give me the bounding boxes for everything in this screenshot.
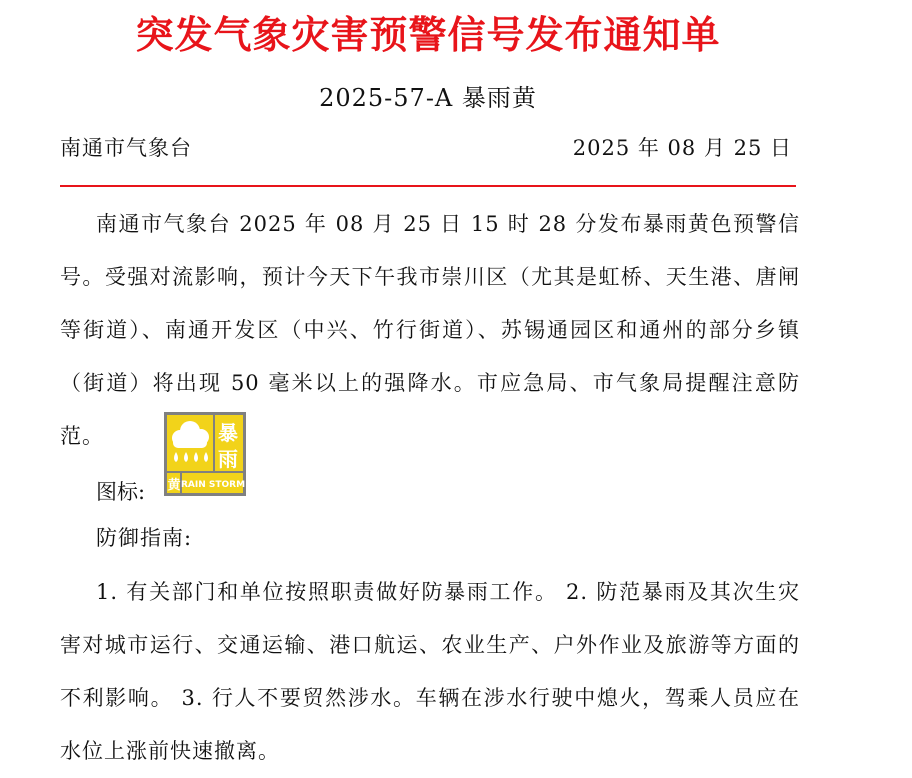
defense-guide-text: 1. 有关部门和单位按照职责做好防暴雨工作。 2. 防范暴雨及其次生灾害对城市运行、交通运输、港口航运、农业生产、户外作业及旅游等方面的不利影响。 3. 行人不要贸然涉水。车辆在涉水行驶中熄火，驾乘人员应在水位上涨前快速撤离。 [60,580,800,763]
rainstorm-yellow-warning-icon [164,412,246,496]
issuer-name: 南通市气象台 [60,136,192,160]
icon-english-label: RAIN STORM [180,480,246,490]
header-row [60,132,796,164]
icon-char-bottom: 雨 [218,447,238,471]
notice-title: 突发气象灾害预警信号发布通知单 [135,12,721,57]
issue-date: 2025 年 08 月 25 日 [572,136,792,160]
icon-char-top: 暴 [218,421,238,445]
icon-level-char: 黄 [167,478,181,493]
red-divider [60,185,796,187]
icon-label: 图标: [96,480,146,504]
document-number: 2025-57-A 暴雨黄 [319,84,537,112]
defense-guide-heading: 防御指南: [96,526,193,550]
warning-description: 南通市气象台 2025 年 08 月 25 日 15 时 28 分发布暴雨黄色预警信号。受强对流影响，预计今天下午我市崇川区（尤其是虹桥、天生港、唐闸等街道）、南通开发区（中兴、竹行街道）、苏锡通园区和通州的部分乡镇（街道）将出现 50 毫米以上的强降水。市应急局、市气象局提醒注意防范。 [60,212,800,448]
